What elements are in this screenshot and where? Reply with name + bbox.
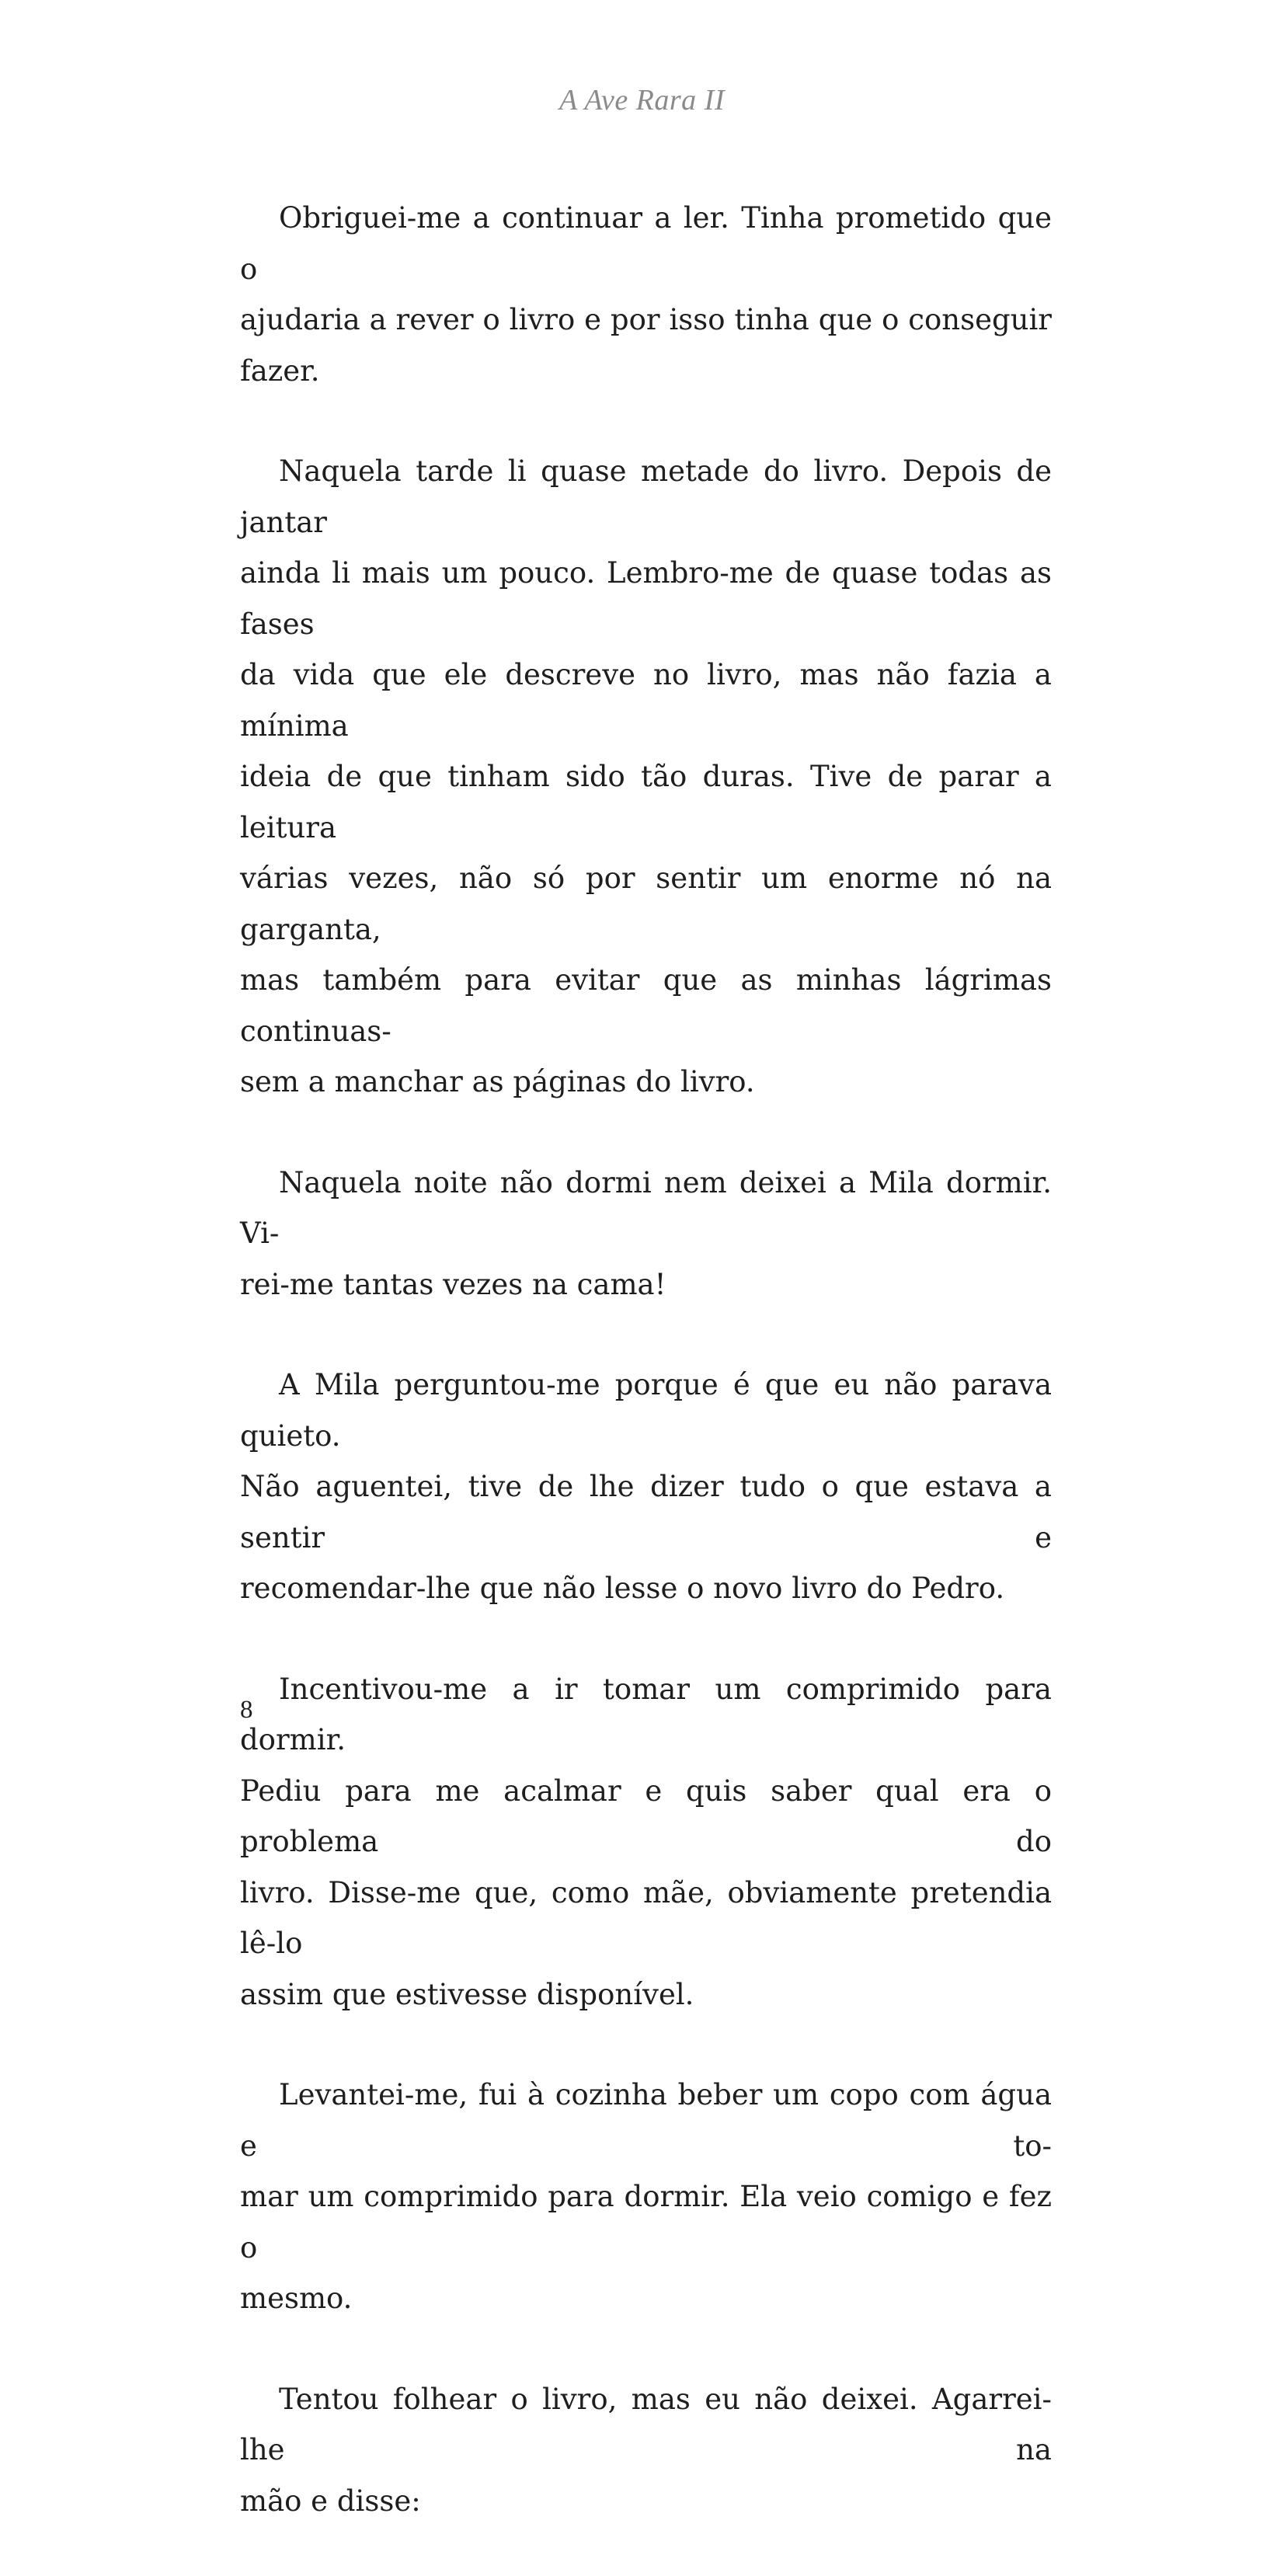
- text-line: Incentivou-me a ir tomar um comprimido para dormir.: [240, 1672, 1052, 1756]
- text-line: mar um comprimido para dormir. Ela veio comigo e fez o: [240, 2180, 1052, 2264]
- text-line: ajudaria a rever o livro e por isso tinha que o conseguir fazer.: [240, 303, 1052, 388]
- text-line: Levantei-me, fui à cozinha beber um copo com água e to-: [240, 2078, 1052, 2163]
- text-line: mesmo.: [240, 2282, 353, 2315]
- text-line: Obriguei-me a continuar a ler. Tinha prometido que o: [240, 201, 1052, 286]
- running-header-title: A Ave Rara II: [559, 84, 725, 117]
- text-line: mão e disse:: [240, 2484, 421, 2518]
- paragraph: [240, 2070, 1052, 2324]
- text-line: ainda li mais um pouco. Lembro-me de quase todas as fases: [240, 556, 1052, 641]
- text-line: da vida que ele descreve no livro, mas não fazia a mínima: [240, 658, 1052, 743]
- text-line: Pediu para me acalmar e quis saber qual era o problema do: [240, 1774, 1052, 1858]
- paragraph: [240, 2374, 1052, 2527]
- paragraph: [240, 193, 1052, 396]
- text-line: Naquela tarde li quase metade do livro. Depois de jantar: [240, 454, 1052, 539]
- text-line: Não aguentei, tive de lhe dizer tudo o que estava a sentir e: [240, 1470, 1052, 1554]
- text-line: sem a manchar as páginas do livro.: [240, 1065, 755, 1098]
- paragraph: [240, 1664, 1052, 2021]
- page-number: 8: [240, 1696, 253, 1724]
- text-line: várias vezes, não só por sentir um enorme nó na garganta,: [240, 862, 1052, 946]
- text-line: ideia de que tinham sido tão duras. Tive de parar a leitura: [240, 760, 1052, 844]
- text-line: A Mila perguntou-me porque é que eu não parava quieto.: [240, 1368, 1052, 1453]
- text-line: Tentou folhear o livro, mas eu não deixei. Agarrei-lhe na: [240, 2382, 1052, 2466]
- paragraph: [240, 446, 1052, 1108]
- text-line: mas também para evitar que as minhas lágrimas continuas-: [240, 963, 1052, 1048]
- text-line: livro. Disse-me que, como mãe, obviamente pretendia lê-lo: [240, 1875, 1052, 1960]
- text-line: assim que estivesse disponível.: [240, 1977, 694, 2011]
- text-line: recomendar-lhe que não lesse o novo livro do Pedro.: [240, 1572, 1005, 1605]
- text-line: rei-me tantas vezes na cama!: [240, 1267, 666, 1301]
- paragraph: [240, 1359, 1052, 1614]
- body-text: [240, 193, 1052, 2576]
- paragraph: [240, 1157, 1052, 1311]
- text-line: Naquela noite não dormi nem deixei a Mila dormir. Vi-: [240, 1165, 1052, 1250]
